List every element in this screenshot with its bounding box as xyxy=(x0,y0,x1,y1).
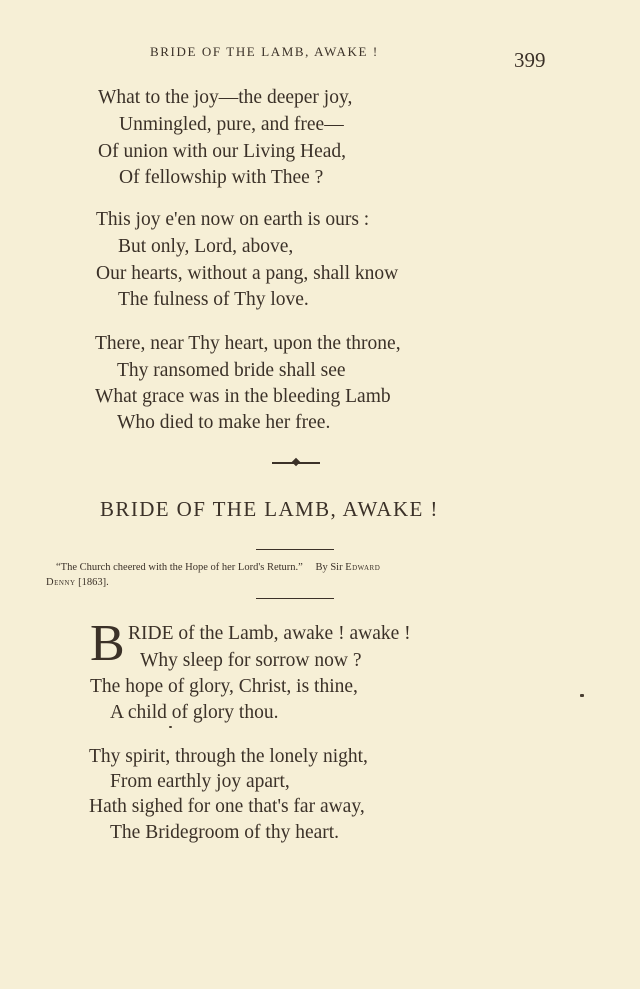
section-ornament xyxy=(272,458,320,468)
verse-line: A child of glory thou. xyxy=(110,702,279,723)
verse-line: The hope of glory, Christ, is thine, xyxy=(90,676,358,697)
verse-line: What to the joy—the deeper joy, xyxy=(98,87,353,108)
verse-line: What grace was in the bleeding Lamb xyxy=(95,386,391,407)
verse-line: Who died to make her free. xyxy=(117,412,331,433)
verse-line: This joy e'en now on earth is ours : xyxy=(96,209,370,230)
verse-line: The Bridegroom of thy heart. xyxy=(110,822,340,843)
running-head: BRIDE OF THE LAMB, AWAKE ! xyxy=(150,44,379,59)
note-author-first: Edward xyxy=(345,562,381,573)
verse-line: From earthly joy apart, xyxy=(110,771,290,792)
note-quote: “The Church cheered with the Hope of her Lord's Return.” xyxy=(56,562,303,573)
ink-speck xyxy=(169,726,172,728)
verse-line: Thy spirit, through the lonely night, xyxy=(89,746,368,767)
hymn-title: BRIDE OF THE LAMB, AWAKE ! xyxy=(100,497,439,521)
hymn-note-line-2 xyxy=(46,577,109,588)
ink-speck xyxy=(580,694,584,697)
ornament-diamond xyxy=(292,458,300,466)
verse-line: There, near Thy heart, upon the throne, xyxy=(95,333,401,354)
drop-cap: B xyxy=(90,615,125,672)
page-number: 399 xyxy=(514,48,546,72)
note-author-last: Denny xyxy=(46,577,76,588)
verse-line: Of fellowship with Thee ? xyxy=(119,167,324,188)
verse-line: Unmingled, pure, and free— xyxy=(119,114,344,135)
divider-rule xyxy=(256,549,334,550)
verse-line: Our hearts, without a pang, shall know xyxy=(96,263,399,284)
divider-rule xyxy=(256,598,334,599)
note-by: By Sir xyxy=(315,562,343,573)
verse-line: Hath sighed for one that's far away, xyxy=(89,796,365,817)
verse-line: But only, Lord, above, xyxy=(118,236,294,257)
verse-line: Why sleep for sorrow now ? xyxy=(140,650,362,671)
verse-line: Of union with our Living Head, xyxy=(98,141,347,162)
verse-line: RIDE of the Lamb, awake ! awake ! xyxy=(128,623,411,644)
verse-line: The fulness of Thy love. xyxy=(118,289,309,310)
hymn-note-line-1 xyxy=(56,562,380,573)
verse-line: Thy ransomed bride shall see xyxy=(117,360,346,381)
note-year: [1863]. xyxy=(78,577,109,588)
